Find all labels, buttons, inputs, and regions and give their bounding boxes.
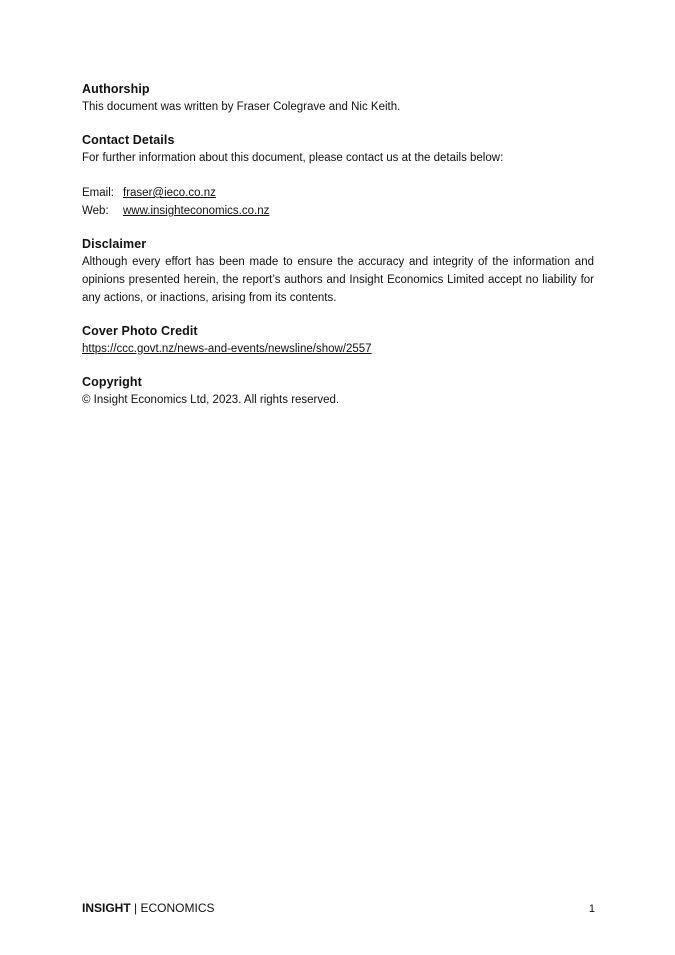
cover-photo-section bbox=[82, 323, 594, 358]
footer-brand bbox=[82, 900, 215, 916]
contact-heading: Contact Details bbox=[82, 133, 175, 147]
contact-section bbox=[82, 132, 594, 220]
copyright-text: © Insight Economics Ltd, 2023. All rights reserved. bbox=[82, 394, 340, 406]
contact-intro: For further information about this document, please contact us at the details below: bbox=[82, 152, 504, 164]
authorship-text: This document was written by Fraser Colegrave and Nic Keith. bbox=[82, 101, 401, 113]
disclaimer-text: Although every effort has been made to ensure the accuracy and integrity of the information and opinions presented herein, the report’s authors and Insight Economics Limited accept no liability for any actions, or inactions, arising from its contents. bbox=[82, 256, 594, 304]
web-link[interactable]: www.insighteconomics.co.nz bbox=[123, 205, 270, 217]
disclaimer-heading: Disclaimer bbox=[82, 237, 147, 251]
cover-photo-heading: Cover Photo Credit bbox=[82, 324, 198, 338]
page-content bbox=[82, 81, 594, 425]
authorship-section bbox=[82, 81, 594, 116]
web-label: Web: bbox=[82, 205, 109, 217]
web-row bbox=[82, 202, 594, 220]
cover-photo-link[interactable]: https://ccc.govt.nz/news-and-events/newsline/show/2557 bbox=[82, 343, 372, 355]
brand-insight: INSIGHT bbox=[82, 901, 131, 915]
disclaimer-section bbox=[82, 236, 594, 307]
brand-economics: ECONOMICS bbox=[140, 901, 215, 915]
email-label: Email: bbox=[82, 187, 114, 199]
email-row bbox=[82, 184, 594, 202]
brand-separator: | bbox=[134, 901, 138, 915]
copyright-heading: Copyright bbox=[82, 375, 142, 389]
email-link[interactable]: fraser@ieco.co.nz bbox=[123, 187, 216, 199]
page-number: 1 bbox=[588, 903, 595, 915]
spacer bbox=[82, 167, 594, 184]
authorship-heading: Authorship bbox=[82, 82, 150, 96]
copyright-section bbox=[82, 374, 594, 409]
